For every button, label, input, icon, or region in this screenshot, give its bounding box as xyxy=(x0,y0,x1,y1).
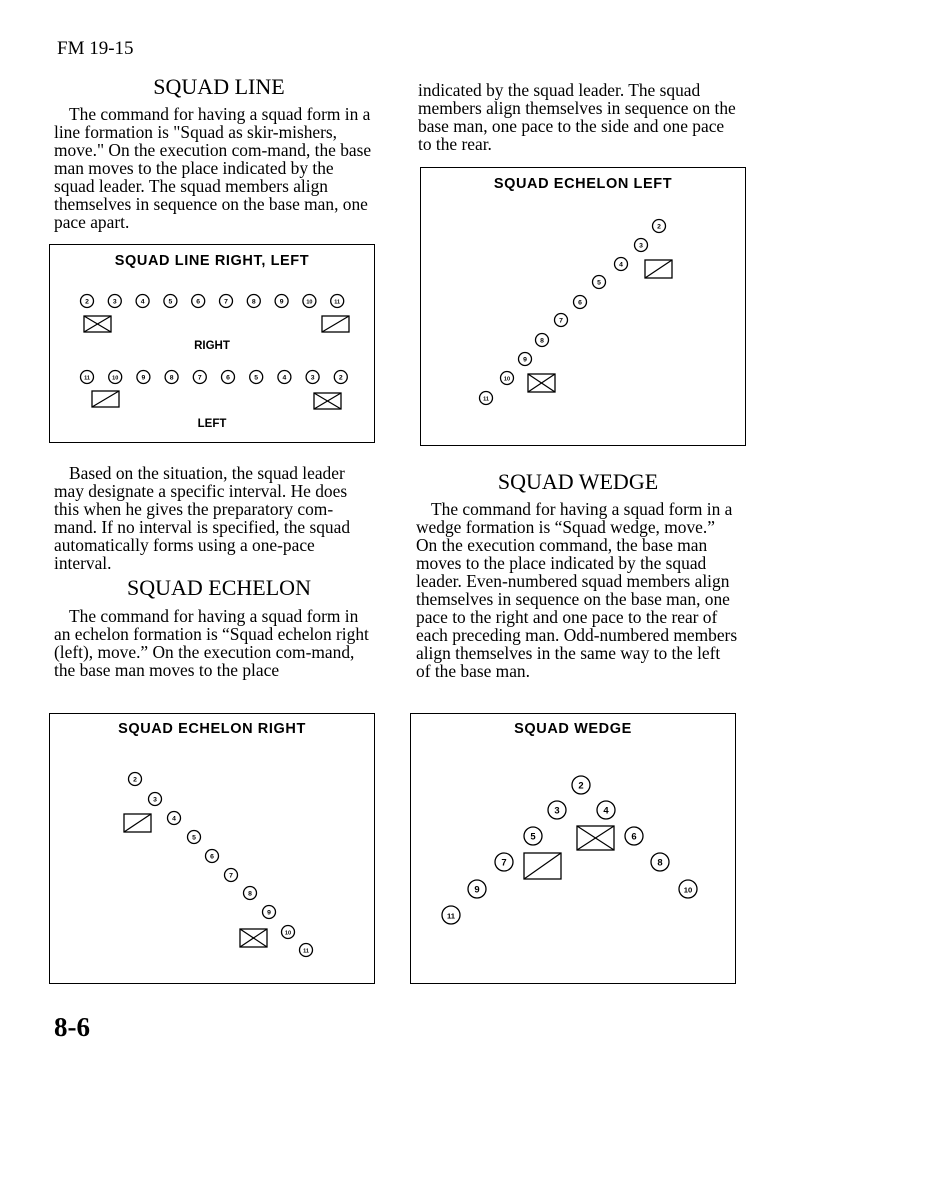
squad-member-7 xyxy=(555,314,568,327)
squad-member-10 xyxy=(501,372,514,385)
svg-text:9: 9 xyxy=(267,909,271,917)
squad-member-9 xyxy=(468,880,486,898)
squad-member-8 xyxy=(536,334,549,347)
squad-member-10 xyxy=(109,371,122,384)
leader-box xyxy=(92,391,119,407)
svg-text:2: 2 xyxy=(338,374,343,382)
leader-box xyxy=(124,814,151,832)
svg-text:5: 5 xyxy=(192,834,196,842)
squad-member-5 xyxy=(164,295,177,308)
label-left: LEFT xyxy=(197,418,227,430)
squad-member-7 xyxy=(495,853,513,871)
svg-text:5: 5 xyxy=(168,298,173,306)
svg-text:9: 9 xyxy=(279,298,284,306)
svg-text:10: 10 xyxy=(683,885,693,895)
figure-title: SQUAD ECHELON LEFT xyxy=(493,176,673,192)
squad-member-6 xyxy=(625,827,643,845)
squad-member-4 xyxy=(615,258,628,271)
svg-text:8: 8 xyxy=(251,298,256,306)
svg-text:9: 9 xyxy=(141,374,146,382)
figure-title: SQUAD ECHELON RIGHT xyxy=(118,721,306,737)
svg-text:7: 7 xyxy=(559,317,563,325)
squad-member-11 xyxy=(300,944,313,957)
svg-text:2: 2 xyxy=(657,223,661,231)
squad-member-11 xyxy=(480,392,493,405)
figure-squad-wedge xyxy=(410,713,736,984)
squad-member-11 xyxy=(331,295,344,308)
svg-text:10: 10 xyxy=(306,299,313,306)
svg-text:11: 11 xyxy=(84,375,90,382)
squad-line-heading: SQUAD LINE xyxy=(153,74,285,99)
svg-text:4: 4 xyxy=(282,374,287,382)
svg-text:11: 11 xyxy=(303,948,309,955)
svg-text:2: 2 xyxy=(85,298,89,306)
squad-member-4 xyxy=(168,812,181,825)
squad-member-11 xyxy=(442,906,460,924)
leader-box xyxy=(577,826,614,850)
svg-text:5: 5 xyxy=(254,374,259,382)
squad-member-8 xyxy=(165,371,178,384)
leader-box xyxy=(314,393,341,409)
squad-member-2 xyxy=(129,773,142,786)
svg-text:4: 4 xyxy=(619,261,623,269)
squad-echelon-continued: indicated by the squad leader. The squad members align themselves in sequence on the base man, one pace to the side and one pace to the rear. xyxy=(418,80,736,154)
squad-member-6 xyxy=(206,850,219,863)
manual-id: FM 19-15 xyxy=(57,38,134,59)
leader-box xyxy=(645,260,672,278)
leader-box xyxy=(322,316,349,332)
squad-member-7 xyxy=(220,295,233,308)
leader-box xyxy=(528,374,555,392)
svg-text:9: 9 xyxy=(474,884,480,896)
squad-member-3 xyxy=(548,801,566,819)
squad-member-7 xyxy=(193,371,206,384)
svg-text:5: 5 xyxy=(530,831,536,843)
svg-text:7: 7 xyxy=(229,872,233,880)
svg-text:4: 4 xyxy=(140,298,145,306)
squad-member-9 xyxy=(275,295,288,308)
interval-text: Based on the situation, the squad leader may designate a specific interval. He does this when he gives the preparatory com-mand. If no interval is specified, the squad automatically forms using a one-pace interval. xyxy=(54,463,351,573)
echelon-left-diagram xyxy=(421,168,747,447)
svg-text:9: 9 xyxy=(523,356,527,364)
svg-text:11: 11 xyxy=(483,396,489,403)
squad-wedge-heading: SQUAD WEDGE xyxy=(497,469,659,494)
squad-member-7 xyxy=(225,869,238,882)
svg-text:3: 3 xyxy=(639,242,643,250)
svg-text:6: 6 xyxy=(196,298,201,306)
squad-member-9 xyxy=(263,906,276,919)
figure-title: SQUAD LINE RIGHT, LEFT xyxy=(114,253,310,269)
svg-text:11: 11 xyxy=(446,911,456,921)
leader-box xyxy=(84,316,111,332)
svg-text:10: 10 xyxy=(112,375,119,382)
svg-text:8: 8 xyxy=(248,890,252,898)
svg-text:3: 3 xyxy=(112,298,117,306)
svg-text:2: 2 xyxy=(133,776,137,784)
squad-member-3 xyxy=(108,295,121,308)
svg-text:3: 3 xyxy=(310,374,315,382)
figure-squad-echelon-right xyxy=(49,713,375,984)
squad-member-8 xyxy=(247,295,260,308)
svg-text:7: 7 xyxy=(224,298,228,306)
squad-member-4 xyxy=(136,295,149,308)
squad-member-5 xyxy=(524,827,542,845)
squad-line-text: The command for having a squad form in a line formation is "Squad as skir-mishers, move." On the execution com-mand, the base man moves to the place indicated by the squad leader. The squad members align themselves in sequence on the base man, one pace apart. xyxy=(54,104,372,232)
figure-squad-echelon-left xyxy=(420,167,746,446)
squad-member-11 xyxy=(81,371,94,384)
svg-text:11: 11 xyxy=(334,299,341,306)
squad-member-4 xyxy=(278,371,291,384)
squad-echelon-text: The command for having a squad form in an echelon formation is “Squad echelon right (left), move.” On the execution com-mand, the base man moves to the place xyxy=(54,606,369,680)
label-right: RIGHT xyxy=(194,340,230,352)
squad-member-10 xyxy=(282,926,295,939)
svg-text:8: 8 xyxy=(540,337,544,345)
page-number: 8-6 xyxy=(54,1012,90,1042)
svg-text:8: 8 xyxy=(657,857,663,869)
squad-member-10 xyxy=(303,295,316,308)
svg-text:7: 7 xyxy=(501,857,507,869)
squad-member-9 xyxy=(519,353,532,366)
svg-text:5: 5 xyxy=(597,279,601,287)
squad-member-6 xyxy=(574,296,587,309)
svg-text:3: 3 xyxy=(554,805,560,817)
squad-member-2 xyxy=(81,295,94,308)
svg-text:10: 10 xyxy=(503,376,511,383)
squad-member-5 xyxy=(188,831,201,844)
svg-text:3: 3 xyxy=(153,796,157,804)
svg-text:7: 7 xyxy=(197,374,202,382)
squad-member-8 xyxy=(651,853,669,871)
wedge-diagram xyxy=(411,714,737,985)
leader-box xyxy=(240,929,267,947)
figure-squad-line xyxy=(49,244,375,443)
squad-member-3 xyxy=(306,371,319,384)
svg-text:8: 8 xyxy=(169,374,174,382)
squad-member-8 xyxy=(244,887,257,900)
squad-echelon-heading: SQUAD ECHELON xyxy=(127,575,311,600)
squad-member-2 xyxy=(334,371,347,384)
squad-wedge-text: The command for having a squad form in a wedge formation is “Squad wedge, move.” On the execution command, the base man moves to the place indicated by the squad leader. Even-numbered squad members align themselves in sequence on the base man, one pace to the right and one pace to the rear of each preceding man. Odd-numbered members align themselves in the same way to the left of the base man. xyxy=(416,499,738,681)
echelon-right-diagram xyxy=(50,714,376,985)
squad-member-10 xyxy=(679,880,697,898)
svg-text:2: 2 xyxy=(578,780,584,792)
svg-text:4: 4 xyxy=(603,805,609,817)
squad-member-6 xyxy=(222,371,235,384)
svg-text:6: 6 xyxy=(578,299,582,307)
squad-member-2 xyxy=(572,776,590,794)
leader-box xyxy=(524,853,561,879)
squad-member-9 xyxy=(137,371,150,384)
squad-member-4 xyxy=(597,801,615,819)
squad-member-3 xyxy=(149,793,162,806)
squad-member-5 xyxy=(250,371,263,384)
squad-member-6 xyxy=(192,295,205,308)
svg-text:6: 6 xyxy=(226,374,230,382)
svg-text:6: 6 xyxy=(631,831,637,843)
figure-title: SQUAD WEDGE xyxy=(514,721,632,737)
squad-member-3 xyxy=(635,239,648,252)
squad-member-2 xyxy=(653,220,666,233)
svg-text:10: 10 xyxy=(284,930,292,937)
svg-text:4: 4 xyxy=(172,815,176,823)
squad-member-5 xyxy=(593,276,606,289)
svg-text:6: 6 xyxy=(210,853,214,861)
